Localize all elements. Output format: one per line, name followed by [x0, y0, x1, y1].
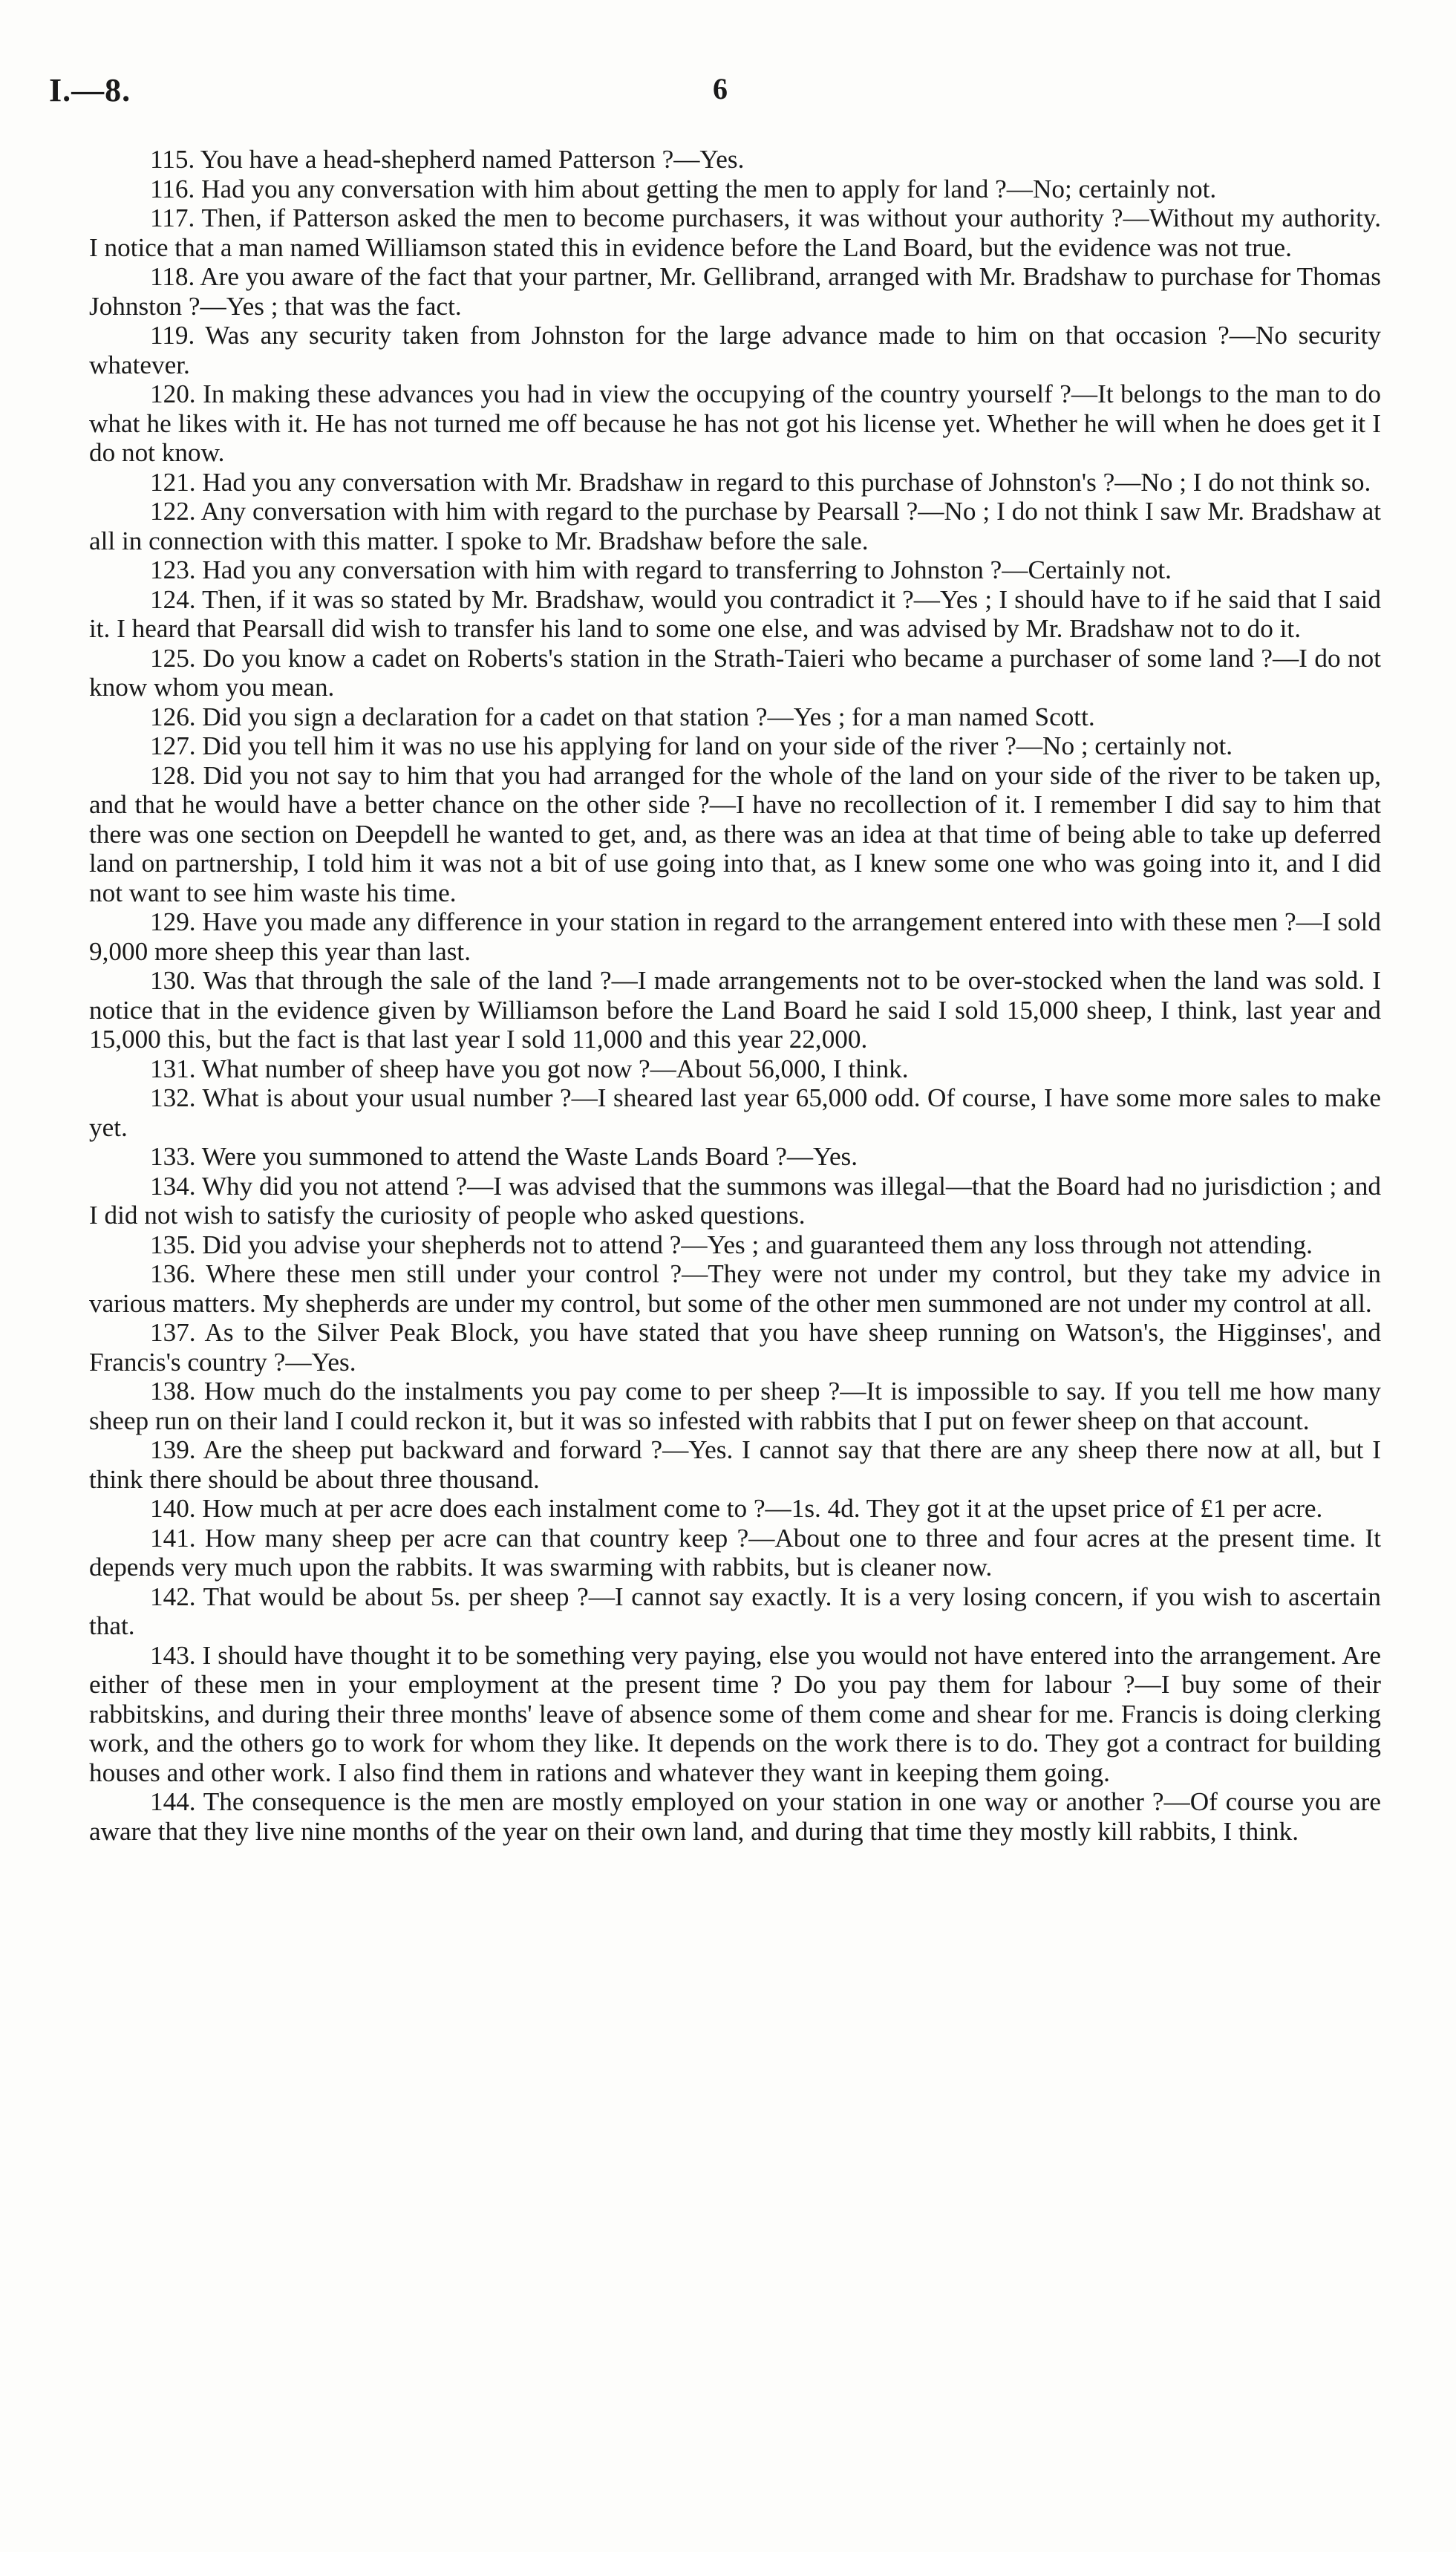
question-118: 118. Are you aware of the fact that your partner, Mr. Gellibrand, arranged with Mr. Bradshaw to purchase for Thomas Johnston ?—Yes ; that was the fact. — [89, 262, 1381, 321]
question-124: 124. Then, if it was so stated by Mr. Bradshaw, would you contradict it ?—Yes ; I should have to if he said that I said it. I heard that Pearsall did wish to transfer his land to some one else, and was advised by Mr. Bradshaw not to do it. — [89, 584, 1381, 643]
document-reference: I.—8. — [49, 72, 131, 108]
evidence-body — [89, 145, 1381, 1846]
question-126: 126. Did you sign a declaration for a cadet on that station ?—Yes ; for a man named Scott. — [150, 702, 1095, 731]
question-134: 134. Why did you not attend ?—I was advised that the summons was illegal—that the Board had no jurisdiction ; and I did not wish to satisfy the curiosity of people who asked questions. — [89, 1171, 1381, 1230]
question-132: 132. What is about your usual number ?—I sheared last year 65,000 odd. Of course, I have some more sales to make yet. — [89, 1083, 1381, 1142]
question-138: 138. How much do the instalments you pay come to per sheep ?—It is impossible to say. If you tell me how many sheep run on their land I could reckon it, but it was so infested with rabbits that I put on fewer sheep on that account. — [89, 1377, 1381, 1435]
question-144: 144. The consequence is the men are mostly employed on your station in one way or another ?—Of course you are aware that they live nine months of the year on their own land, and during that time they mostly kill rabbits, I think. — [89, 1787, 1381, 1846]
question-140: 140. How much at per acre does each instalment come to ?—1s. 4d. They got it at the upset price of £1 per acre. — [150, 1494, 1323, 1523]
page-number: 6 — [713, 72, 728, 105]
question-139: 139. Are the sheep put backward and forward ?—Yes. I cannot say that there are any sheep there now at all, but I think there should be about three thousand. — [89, 1435, 1381, 1494]
question-133: 133. Were you summoned to attend the Waste Lands Board ?—Yes. — [150, 1142, 858, 1171]
question-136: 136. Where these men still under your control ?—They were not under my control, but they take my advice in various matters. My shepherds are under my control, but some of the other men summoned are not under my control at all. — [89, 1259, 1381, 1318]
question-123: 123. Had you any conversation with him with regard to transferring to Johnston ?—Certainly not. — [150, 555, 1172, 584]
question-141: 141. How many sheep per acre can that country keep ?—About one to three and four acres at the present time. It depends very much upon the rabbits. It was swarming with rabbits, but is cleaner now. — [89, 1523, 1381, 1582]
question-128: 128. Did you not say to him that you had arranged for the whole of the land on your side of the river to be taken up, and that he would have a better chance on the other side ?—I have no recollection of it. I remember I did say to him that there was one section on Deepdell he wanted to get, and, as there was an idea at that time of being able to take up deferred land on partnership, I told him it was not a bit of use going into that, as I knew some one who was going into it, and I did not want to see him waste his time. — [89, 760, 1381, 907]
question-137: 137. As to the Silver Peak Block, you have stated that you have sheep running on Watson's, the Higginses', and Francis's country ?—Yes. — [89, 1318, 1381, 1377]
question-125: 125. Do you know a cadet on Roberts's station in the Strath-Taieri who became a purchaser of some land ?—I do not know whom you mean. — [89, 643, 1381, 702]
question-115: 115. You have a head-shepherd named Patterson ?—Yes. — [150, 145, 745, 174]
question-142: 142. That would be about 5s. per sheep ?—I cannot say exactly. It is a very losing concern, if you wish to ascertain that. — [89, 1582, 1381, 1640]
question-117: 117. Then, if Patterson asked the men to become purchasers, it was without your authority ?—Without my authority. I notice that a man named Williamson stated this in evidence before the Land Board, but the evidence was not true. — [89, 203, 1381, 262]
question-119: 119. Was any security taken from Johnston for the large advance made to him on that occasion ?—No security whatever. — [89, 321, 1381, 379]
question-130: 130. Was that through the sale of the land ?—I made arrangements not to be over-stocked when the land was sold. I notice that in the evidence given by Williamson before the Land Board he said I sold 15,000 sheep, I think, last year and 15,000 this, but the fact is that last year I sold 11,000 and this year 22,000. — [89, 966, 1381, 1054]
question-121: 121. Had you any conversation with Mr. Bradshaw in regard to this purchase of Johnston's ?—No ; I do not think so. — [150, 467, 1371, 497]
question-122: 122. Any conversation with him with regard to the purchase by Pearsall ?—No ; I do not think I saw Mr. Bradshaw at all in connection with this matter. I spoke to Mr. Bradshaw before the sale. — [89, 497, 1381, 555]
question-120: 120. In making these advances you had in view the occupying of the country yourself ?—It belongs to the man to do what he likes with it. He has not turned me off because he has not got his license yet. Whether he will when he does get it I do not know. — [89, 379, 1381, 467]
question-143: 143. I should have thought it to be something very paying, else you would not have entered into the arrangement. Are either of these men in your employment at the present time ? Do you pay them for labour ?—I buy some of their rabbitskins, and during their three months' leave of absence some of them come and shear for me. Francis is doing clerking work, and the others go to work for whom they like. It depends on the work there is to do. They got a contract for building houses and other work. I also find them in rations and whatever they want in keeping them going. — [89, 1640, 1381, 1787]
question-129: 129. Have you made any difference in your station in regard to the arrangement entered into with these men ?—I sold 9,000 more sheep this year than last. — [89, 907, 1381, 966]
question-135: 135. Did you advise your shepherds not to attend ?—Yes ; and guaranteed them any loss through not attending. — [150, 1230, 1313, 1259]
question-116: 116. Had you any conversation with him about getting the men to apply for land ?—No; certainly not. — [150, 174, 1217, 203]
question-127: 127. Did you tell him it was no use his applying for land on your side of the river ?—No ; certainly not. — [150, 731, 1233, 760]
question-131: 131. What number of sheep have you got now ?—About 56,000, I think. — [150, 1054, 909, 1083]
